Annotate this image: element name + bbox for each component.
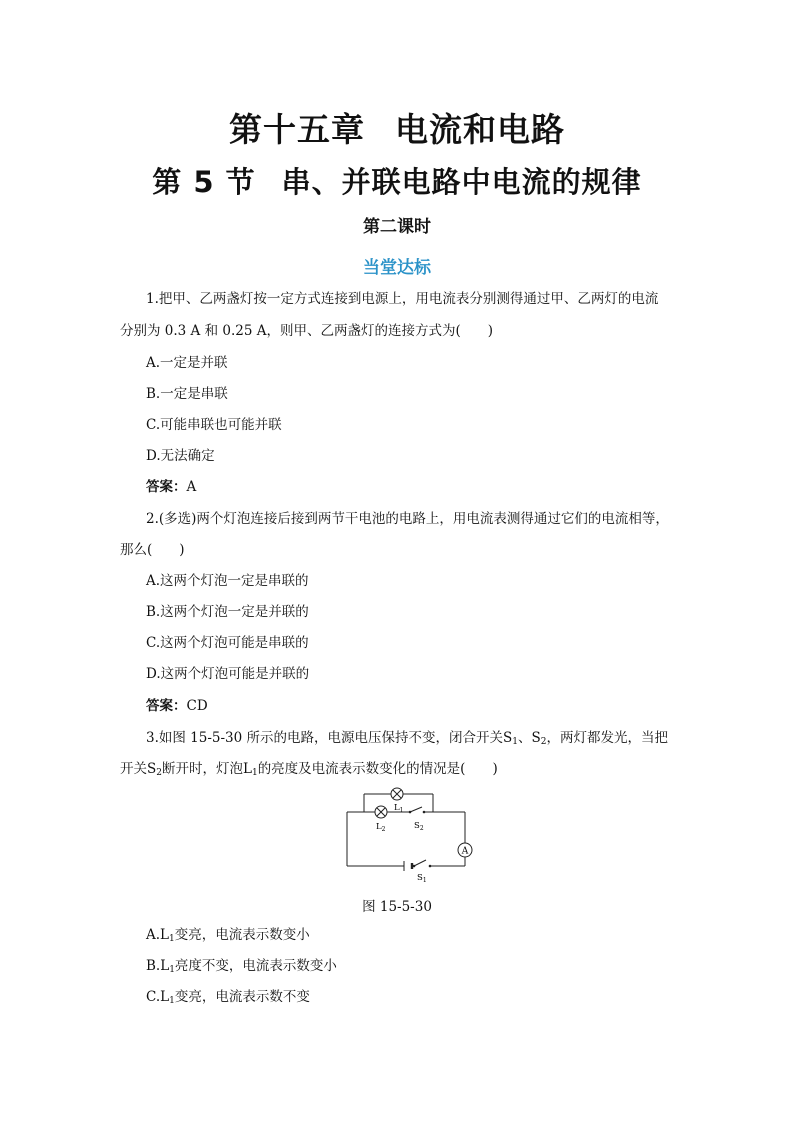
option-text: C.L [146,989,170,1005]
q1-line2: 分别为 0.3 A 和 0.25 A，则甲、乙两盏灯的连接方式为( ) [120,323,494,339]
exercise-heading: 当堂达标 [363,258,431,278]
q2-option-b: B.这两个灯泡一定是并联的 [146,604,309,620]
q3-option-b [146,957,337,979]
q1-answer [146,478,196,496]
answer-value: CD [186,698,208,714]
answer-value: A [186,479,197,495]
q3-text: 3.如图 15-5-30 所示的电路，电源电压保持不变，闭合开关S [146,730,513,746]
option-text: A.L [146,927,170,943]
q3-line2 [120,760,498,782]
q3-line1 [146,729,668,751]
chapter-title [0,104,794,151]
label-s2: $S_2$ [414,821,424,832]
q1-line1: 1.把甲、乙两盏灯按一定方式连接到电源上，用电流表分别测得通过甲、乙两灯的电流 [146,291,659,307]
option-text: B.L [146,958,170,974]
option-text: 变亮，电流表示数不变 [174,989,310,1005]
q3-text: 开关S [120,761,157,777]
q2-option-c: C.这两个灯泡可能是串联的 [146,635,309,651]
chapter-name: 电流和电路 [395,110,565,149]
lamp-l2 [375,806,387,818]
s2-contact [423,811,426,814]
section-name: 串、并联电路中电流的规律 [281,165,642,199]
label-s1: $S_1$ [417,873,427,884]
subscript: 1 [169,996,175,1006]
subscript: 2 [156,768,162,778]
q3-text: ，两灯都发光，当把 [546,730,668,746]
subscript: 1 [169,934,175,944]
q1-option-c: C.可能串联也可能并联 [146,417,282,433]
q2-line1: 2.(多选)两个灯泡连接后接到两节干电池的电路上，用电流表测得通过它们的电流相等， [146,511,669,527]
switch-s1-blade [414,860,426,866]
subscript: 1 [251,768,258,778]
q2-line2: 那么( ) [120,542,185,558]
lesson-title: 第二课时 [363,217,431,237]
answer-label: 答案： [146,479,187,495]
q3-text: 的亮度及电流表示数变化的情况是( ) [257,761,498,777]
subscript: 1 [512,737,519,747]
q1-option-b: B.一定是串联 [146,386,228,402]
label-l1: $L_1$ [394,803,404,814]
q3-option-c [146,988,310,1010]
s2-contact [409,811,412,814]
q3-text: 断开时，灯泡L [161,761,252,777]
circuit-diagram [342,786,469,884]
answer-label: 答案： [146,698,187,714]
figure-caption: 图 15-5-30 [362,899,432,915]
option-text: 亮度不变，电流表示数变小 [174,958,337,974]
q1-option-d: D.无法确定 [146,448,215,464]
q3-option-a [146,926,310,948]
section-title [0,160,794,201]
ammeter-label: A [461,846,469,857]
q3-text: 、S [518,730,541,746]
subscript: 1 [169,965,175,975]
q2-option-a: A.这两个灯泡一定是串联的 [146,573,309,589]
q2-answer [146,697,208,715]
q1-option-a: A.一定是并联 [146,355,228,371]
option-text: 变亮，电流表示数变小 [174,927,310,943]
subscript: 2 [540,737,547,747]
lamp-l1 [391,788,403,800]
q2-option-d: D.这两个灯泡可能是并联的 [146,666,310,682]
s1-contact [429,865,432,868]
chapter-number: 第十五章 [229,110,365,149]
switch-s2-blade [410,807,422,812]
section-number: 第 5 节 [152,165,256,199]
label-l2: $L_2$ [376,822,386,833]
